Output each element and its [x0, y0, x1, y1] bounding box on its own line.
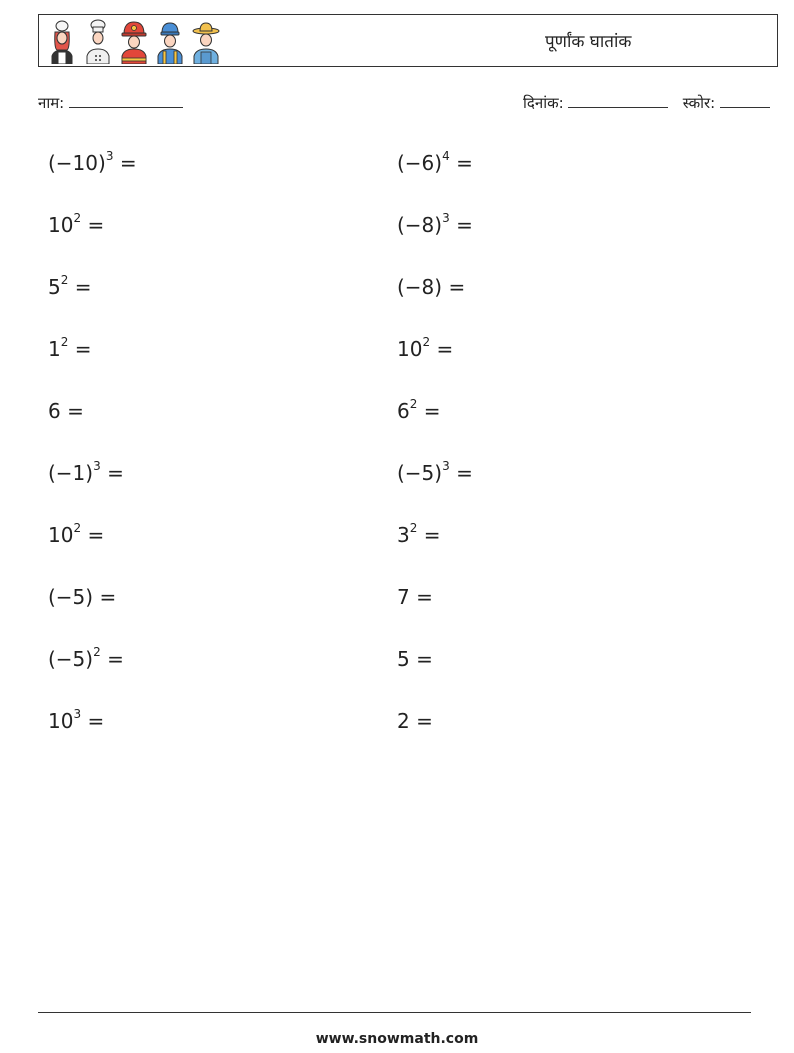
- problem-base: (−5): [48, 585, 94, 609]
- problem-base: (−8): [397, 213, 443, 237]
- problem-base: 10: [48, 523, 74, 547]
- footer-url: www.snowmath.com: [315, 1031, 479, 1047]
- avatar-row: [47, 18, 221, 64]
- problem-left-9: [48, 647, 124, 671]
- problem-exponent: 2: [422, 335, 431, 350]
- problem-right-8: [397, 585, 433, 609]
- problem-base: 5: [48, 275, 61, 299]
- problem-exponent: 3: [105, 149, 114, 164]
- problem-left-6: [48, 461, 124, 485]
- problem-base: (−6): [397, 151, 443, 175]
- problem-left-10: [48, 709, 104, 733]
- score-label: स्कोर:: [682, 94, 716, 112]
- problem-right-7: [397, 523, 441, 547]
- name-field: [38, 93, 183, 113]
- equals-sign: =: [416, 709, 433, 733]
- equals-sign: =: [74, 275, 92, 299]
- problem-exponent: 2: [60, 335, 69, 350]
- footer-divider: [38, 1012, 751, 1013]
- problem-base: 6: [48, 399, 61, 423]
- problem-base: 5: [397, 647, 410, 671]
- problem-right-2: [397, 213, 473, 237]
- equals-sign: =: [67, 399, 84, 423]
- problem-exponent: 2: [73, 211, 82, 226]
- problem-left-8: [48, 585, 116, 609]
- equals-sign: =: [99, 585, 117, 609]
- problem-exponent: 2: [409, 521, 418, 536]
- date-label: दिनांक:: [523, 94, 564, 112]
- problem-base: (−5): [397, 461, 443, 485]
- problem-left-2: [48, 213, 104, 237]
- problem-base: 6: [397, 399, 410, 423]
- name-blank[interactable]: [69, 93, 183, 108]
- problem-base: 3: [397, 523, 410, 547]
- problem-exponent: 3: [93, 459, 101, 474]
- equals-sign: =: [74, 337, 92, 361]
- header-box: [38, 14, 778, 67]
- problem-right-3: [397, 275, 465, 299]
- chef-woman-icon: [47, 18, 77, 64]
- equals-sign: =: [423, 523, 441, 547]
- problem-base: (−1): [48, 461, 94, 485]
- worker-icon: [155, 18, 185, 64]
- score-blank[interactable]: [720, 93, 770, 108]
- problem-exponent: 3: [73, 707, 82, 722]
- page-title: पूर्णांक घातांक: [545, 32, 632, 52]
- equals-sign: =: [416, 585, 433, 609]
- problem-right-5: [397, 399, 441, 423]
- problem-exponent: 2: [73, 521, 82, 536]
- problem-base: 7: [397, 585, 410, 609]
- date-blank[interactable]: [568, 93, 668, 108]
- equals-sign: =: [423, 399, 441, 423]
- farmer-icon: [191, 18, 221, 64]
- equals-sign: =: [119, 151, 137, 175]
- problem-base: 10: [48, 213, 74, 237]
- problem-base: 10: [397, 337, 423, 361]
- problem-left-3: [48, 275, 92, 299]
- name-label: नाम:: [38, 94, 65, 112]
- equals-sign: =: [436, 337, 454, 361]
- equals-sign: =: [456, 151, 473, 175]
- problem-base: (−8): [397, 275, 443, 299]
- problem-left-1: [48, 151, 137, 175]
- equals-sign: =: [456, 213, 473, 237]
- equals-sign: =: [87, 523, 105, 547]
- problem-base: 2: [397, 709, 410, 733]
- problem-base: 10: [48, 709, 74, 733]
- problem-base: (−5): [48, 647, 94, 671]
- problem-right-6: [397, 461, 473, 485]
- equals-sign: =: [87, 709, 105, 733]
- equals-sign: =: [456, 461, 473, 485]
- equals-sign: =: [107, 647, 124, 671]
- problem-exponent: 2: [93, 645, 101, 660]
- date-score-fields: [523, 93, 770, 113]
- equals-sign: =: [87, 213, 105, 237]
- problem-right-10: [397, 709, 433, 733]
- problem-left-4: [48, 337, 92, 361]
- problem-left-7: [48, 523, 104, 547]
- problem-right-4: [397, 337, 453, 361]
- problem-right-9: [397, 647, 433, 671]
- firefighter-icon: [119, 18, 149, 64]
- equals-sign: =: [448, 275, 466, 299]
- problem-exponent: 2: [409, 397, 418, 412]
- chef-man-icon: [83, 18, 113, 64]
- problem-exponent: 3: [442, 211, 450, 226]
- problem-exponent: 3: [442, 459, 450, 474]
- problem-exponent: 4: [442, 149, 450, 164]
- problem-base: (−10): [48, 151, 106, 175]
- problem-left-5: [48, 399, 84, 423]
- problem-exponent: 2: [60, 273, 69, 288]
- equals-sign: =: [416, 647, 433, 671]
- equals-sign: =: [107, 461, 124, 485]
- problem-right-1: [397, 151, 473, 175]
- problem-base: 1: [48, 337, 61, 361]
